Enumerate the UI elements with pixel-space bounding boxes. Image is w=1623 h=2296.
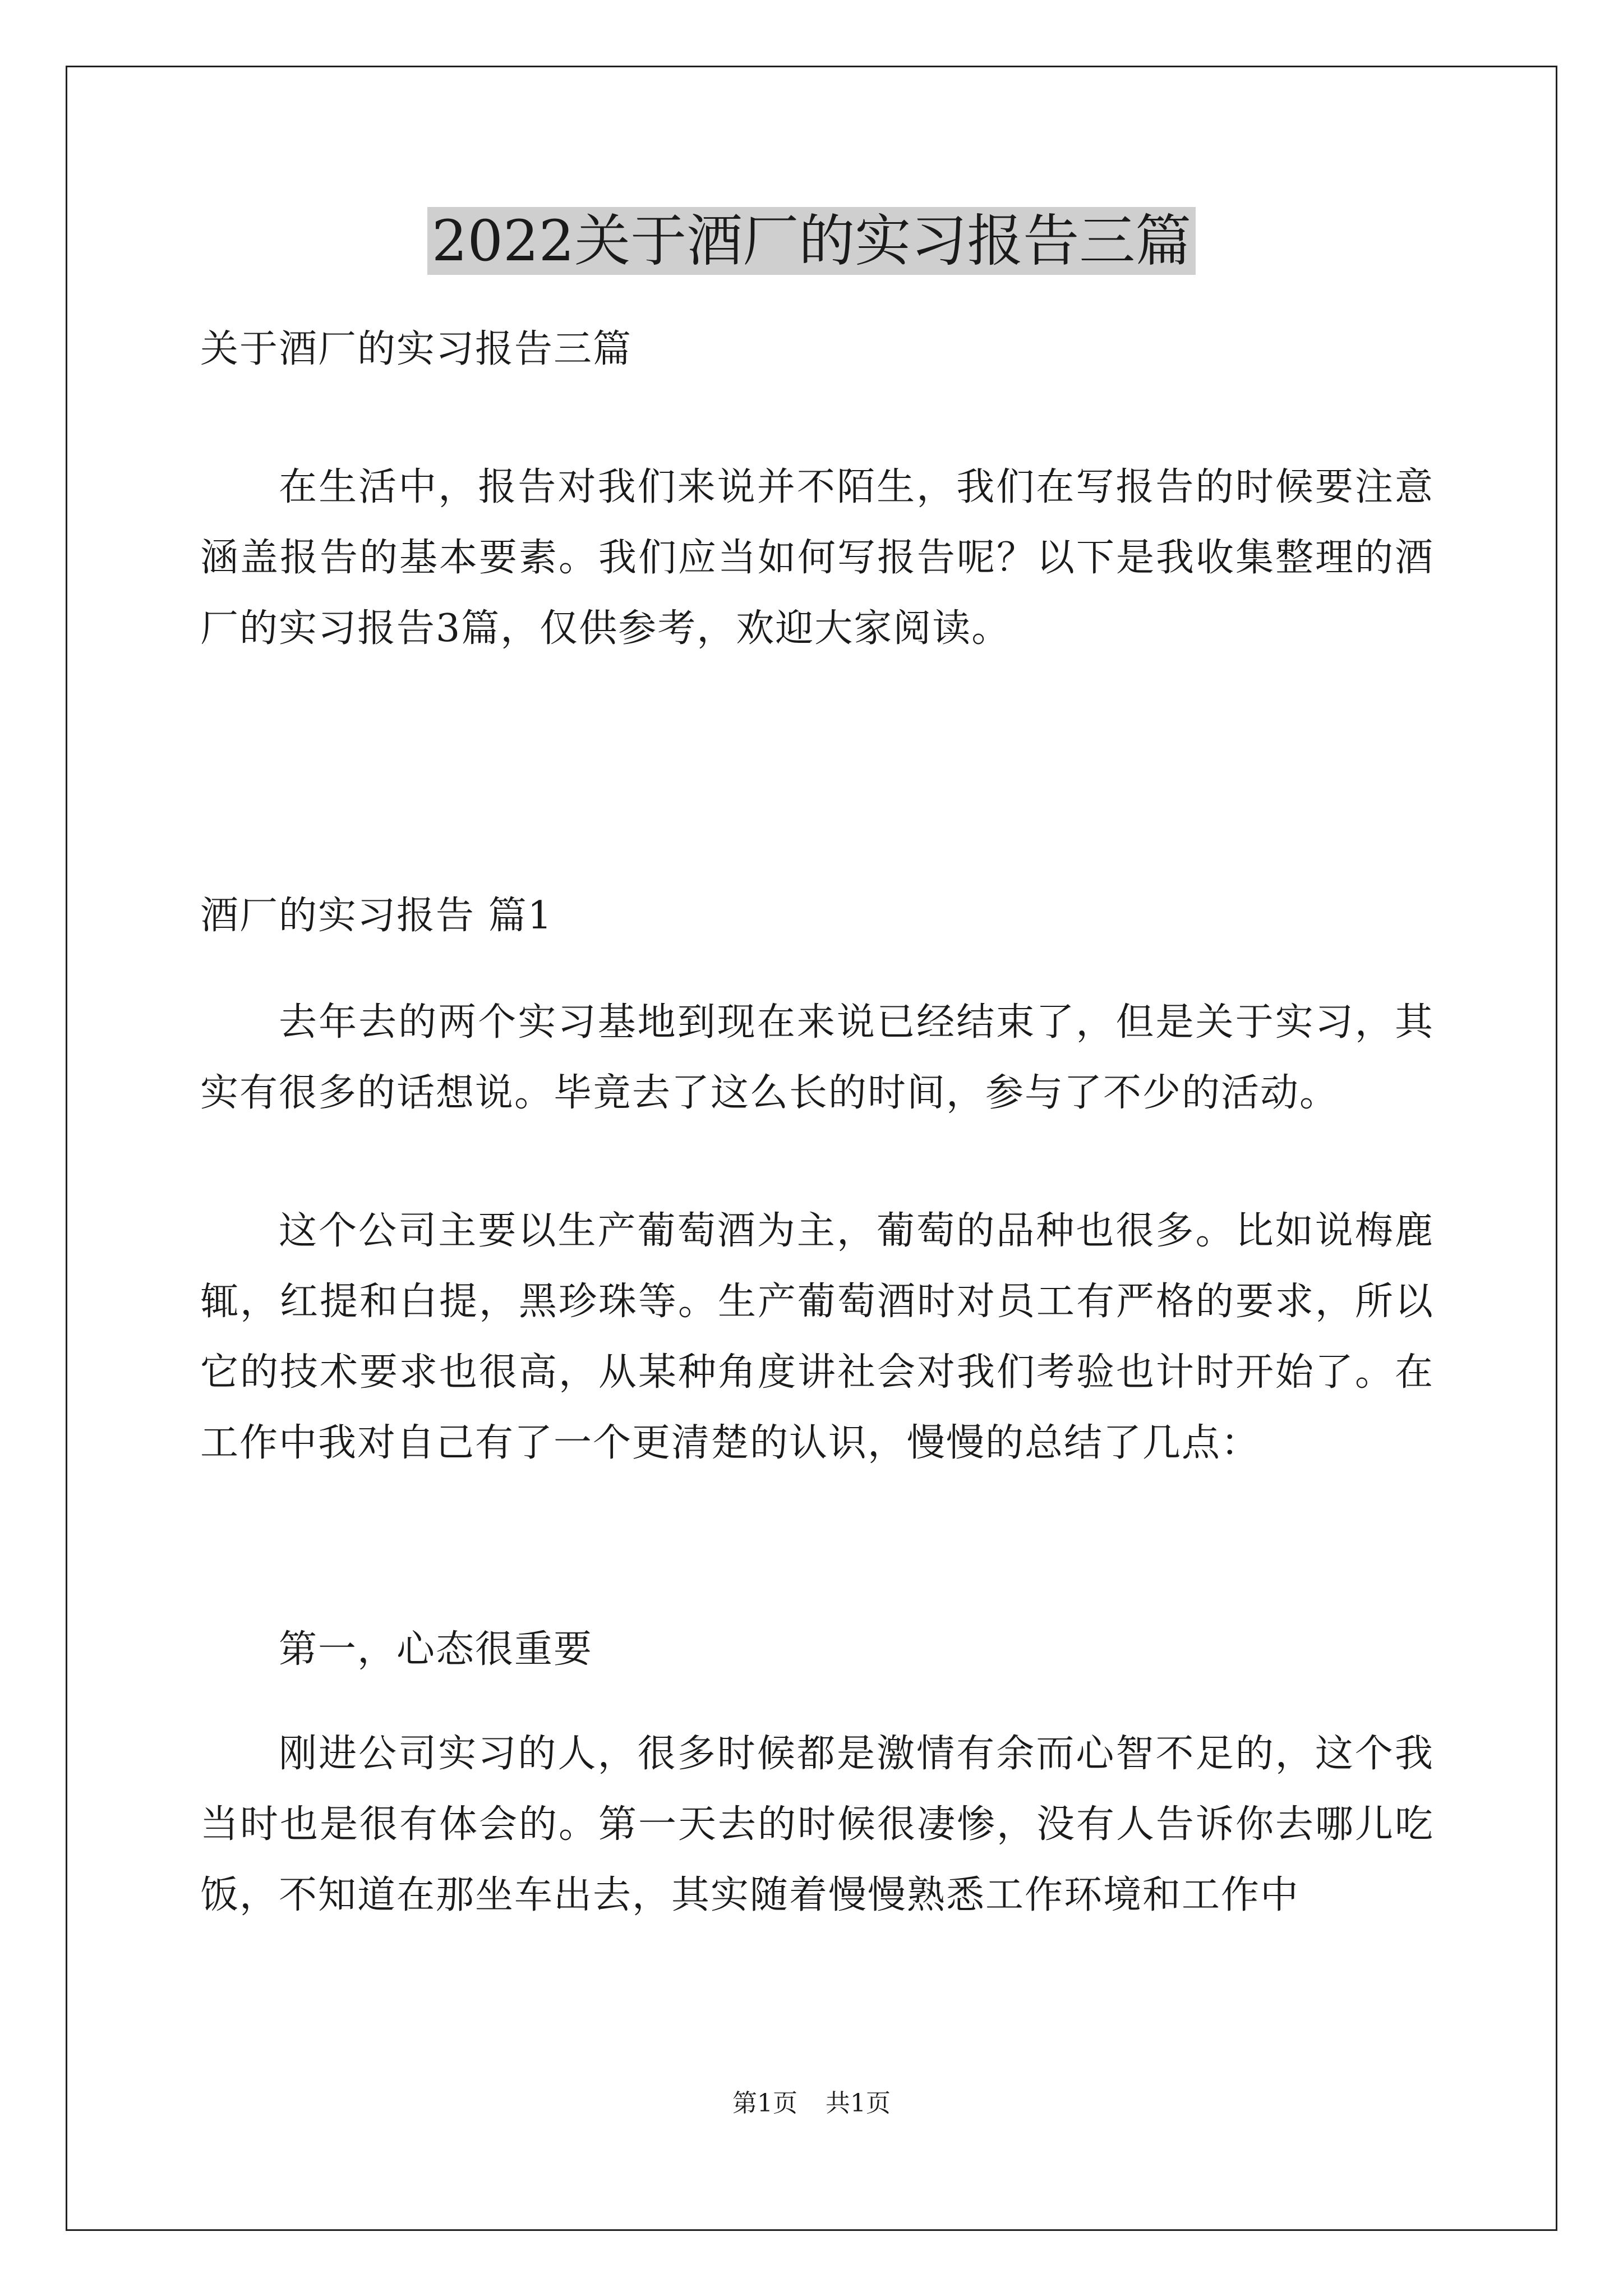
document-title-text: 2022关于酒厂的实习报告三篇 [427,207,1196,275]
paragraph-2: 这个公司主要以生产葡萄酒为主，葡萄的品种也很多。比如说梅鹿辄，红提和白提，黑珍珠等。生产葡萄酒时对员工有严格的要求，所以它的技术要求也很高，从某种角度讲社会对我们考验也计时开始了。在工作中我对自己有了一个更清楚的认识，慢慢的总结了几点： [200,1209,1434,1465]
paragraph-1: 去年去的两个实习基地到现在来说已经结束了，但是关于实习，其实有很多的话想说。毕竟去了这么长的时间，参与了不少的活动。 [200,1000,1434,1115]
document-title [0,202,1623,280]
page-total: 共1页 [826,2089,891,2118]
page-footer [0,2087,1623,2120]
section-heading: 酒厂的实习报告 篇1 [200,894,553,938]
page-number: 第1页 [732,2089,797,2118]
paragraph-4: 刚进公司实习的人，很多时候都是激情有余而心智不足的，这个我当时也是很有体会的。第一天去的时候很凄惨，没有人告诉你去哪儿吃饭，不知道在那坐车出去，其实随着慢慢熟悉工作环境和工作中 [200,1732,1434,1917]
paragraph-3-heading: 第一，心态很重要 [279,1627,593,1672]
document-subtitle: 关于酒厂的实习报告三篇 [200,327,633,371]
intro-paragraph: 在生活中，报告对我们来说并不陌生，我们在写报告的时候要注意涵盖报告的基本要素。我们应当如何写报告呢？以下是我收集整理的酒厂的实习报告3篇，仅供参考，欢迎大家阅读。 [200,465,1434,651]
